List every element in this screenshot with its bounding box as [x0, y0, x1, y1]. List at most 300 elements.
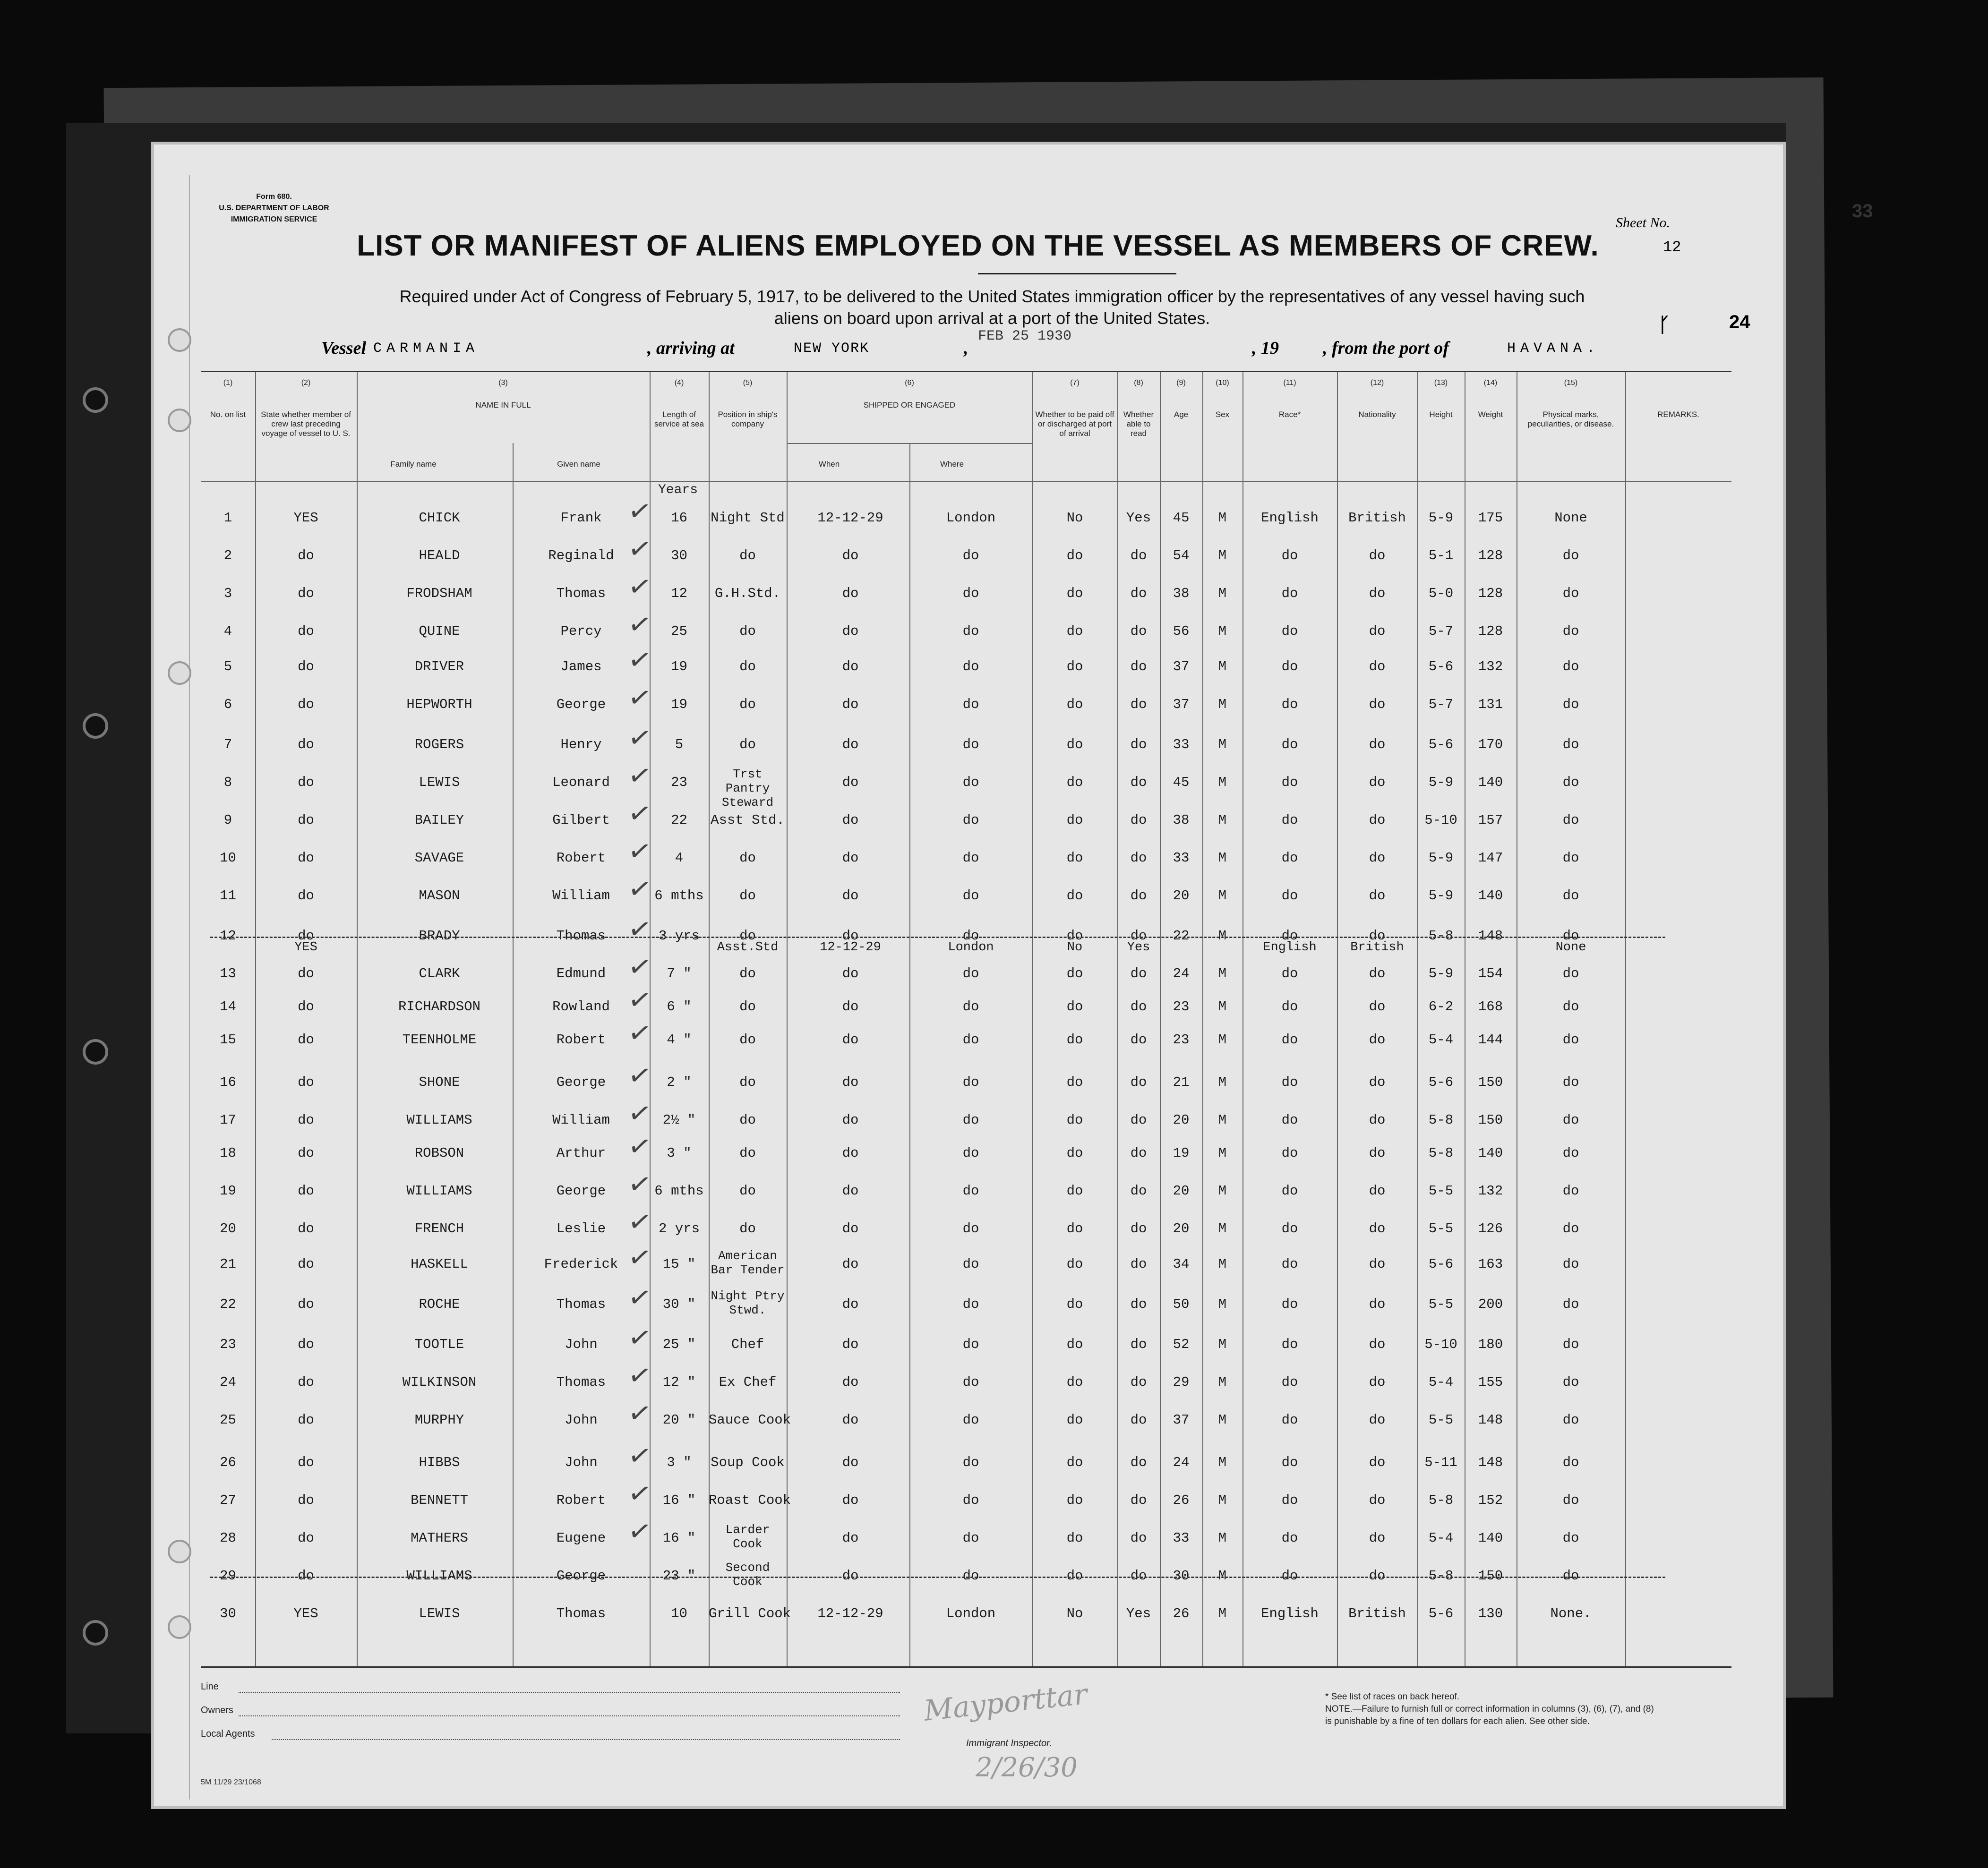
cell-no: 12: [220, 928, 236, 944]
cell-family: HEPWORTH: [406, 697, 472, 712]
cell-weight: 130: [1478, 1606, 1503, 1621]
cell-family: LEWIS: [419, 1606, 460, 1621]
cell-height: 5-9: [1428, 775, 1454, 790]
cell-age: 20: [1173, 1221, 1190, 1237]
cell-race: do: [1281, 1075, 1298, 1090]
cell-prev: YES: [294, 940, 317, 955]
cell-when: do: [842, 888, 859, 904]
cell-paid: do: [1066, 659, 1083, 674]
cell-given: Robert: [556, 850, 606, 866]
cell-family: QUINE: [419, 623, 460, 639]
cell-given: Percy: [560, 623, 602, 639]
cell-position: Roast Cook: [709, 1493, 791, 1508]
cell-marks: do: [1562, 1221, 1579, 1237]
cell-where: do: [962, 1112, 979, 1128]
column-header: Height: [1429, 410, 1453, 419]
cell-position: American Bar Tender: [711, 1249, 785, 1277]
cell-weight: 128: [1478, 623, 1503, 639]
cell-family: BRADY: [419, 928, 460, 944]
cell-position: Chef: [731, 1337, 764, 1352]
cell-height: 6-2: [1428, 999, 1454, 1015]
cell-read: do: [1130, 966, 1147, 981]
cell-where: do: [962, 1455, 979, 1470]
column-header: NAME IN FULL: [475, 401, 531, 409]
cell-family: ROBSON: [414, 1145, 464, 1161]
cell-paid: do: [1066, 1374, 1083, 1390]
cell-height: 5-7: [1428, 623, 1454, 639]
cell-weight: 126: [1478, 1221, 1503, 1237]
subtitle-line: aliens on board upon arrival at a port of the United States.: [774, 308, 1210, 328]
cell-where: do: [962, 623, 979, 639]
cell-height: 5-5: [1428, 1183, 1454, 1199]
cell-where: do: [962, 1075, 979, 1090]
cell-sex: M: [1218, 775, 1227, 790]
cell-when: do: [842, 1297, 859, 1312]
cell-no: 5: [223, 659, 232, 674]
cell-family: DRIVER: [414, 659, 464, 674]
cell-prev: do: [298, 1412, 314, 1428]
cell-age: 33: [1173, 737, 1190, 752]
cell-where: do: [962, 659, 979, 674]
cell-race: do: [1281, 966, 1298, 981]
check-mark: ✓: [626, 569, 654, 605]
cell-service: 6 mths: [654, 888, 704, 904]
cell-prev: do: [298, 850, 314, 866]
cell-given: John: [565, 1455, 598, 1470]
cell-sex: M: [1218, 697, 1227, 712]
table-row: [201, 1482, 1731, 1520]
cell-position: Larder Cook: [725, 1523, 770, 1551]
check-mark: ✓: [626, 795, 654, 831]
cell-family: FRENCH: [414, 1221, 464, 1237]
column-header: Whether to be paid off or discharged at port of arrival: [1035, 410, 1114, 438]
cell-prev: do: [298, 1183, 314, 1199]
cell-age: 22: [1173, 928, 1190, 944]
cell-where: do: [962, 1530, 979, 1546]
cell-when: do: [842, 850, 859, 866]
cell-weight: 140: [1478, 888, 1503, 904]
cell-height: 5-5: [1428, 1297, 1454, 1312]
footer: [201, 1672, 1731, 1795]
cell-prev: do: [298, 966, 314, 981]
cell-race: do: [1281, 928, 1298, 944]
cell-sex: M: [1218, 659, 1227, 674]
table-row: [201, 1286, 1731, 1324]
cell-marks: None: [1554, 510, 1587, 526]
cell-service: 2 ": [667, 1075, 692, 1090]
cell-no: 19: [220, 1183, 236, 1199]
cell-sex: M: [1218, 928, 1227, 944]
cell-when: do: [842, 697, 859, 712]
cell-service: 4: [675, 850, 684, 866]
cell-race: do: [1281, 1112, 1298, 1128]
cell-when: 12-12-29: [817, 1606, 883, 1621]
cell-family: CHICK: [419, 510, 460, 526]
cell-marks: do: [1562, 1337, 1579, 1352]
check-mark: ✓: [626, 1095, 654, 1131]
binder-hole: [83, 713, 108, 739]
cell-read: do: [1130, 999, 1147, 1015]
cell-no: 2: [223, 548, 232, 563]
column-header: Age: [1174, 410, 1189, 419]
sheet-number: 12: [1663, 239, 1681, 256]
cell-marks: do: [1562, 548, 1579, 563]
cell-prev: do: [298, 1075, 314, 1090]
table-row: [201, 1595, 1731, 1633]
cell-no: 23: [220, 1337, 236, 1352]
cell-service: 23 ": [662, 1568, 696, 1584]
cell-height: 5-10: [1424, 1337, 1457, 1352]
vessel-line: [321, 328, 1833, 366]
cell-where: do: [962, 1221, 979, 1237]
table-row: [201, 648, 1731, 686]
cell-weight: 132: [1478, 1183, 1503, 1199]
cell-given: John: [565, 1412, 598, 1428]
cell-age: 26: [1173, 1606, 1190, 1621]
cell-race: do: [1281, 548, 1298, 563]
cell-no: 22: [220, 1297, 236, 1312]
cell-where: do: [962, 1032, 979, 1048]
cell-height: 5-8: [1428, 1112, 1454, 1128]
form-number: [208, 191, 340, 225]
cell-service: 16: [671, 510, 687, 526]
cell-family: BAILEY: [414, 812, 464, 828]
corner-number: 33: [1852, 201, 1873, 222]
cell-read: do: [1130, 1412, 1147, 1428]
cell-when: 12-12-29: [817, 510, 883, 526]
cell-when: do: [842, 659, 859, 674]
table-row: [201, 878, 1731, 915]
cell-family: TEENHOLME: [402, 1032, 477, 1048]
table-row: [201, 1402, 1731, 1440]
cell-given: Rowland: [552, 999, 610, 1015]
cell-prev: do: [298, 737, 314, 752]
inspector-signature: Mayporttar: [922, 1678, 1089, 1728]
signature-date: 2/26/30: [976, 1752, 1078, 1783]
cell-prev: do: [298, 659, 314, 674]
tick-mark: ᚴ: [1658, 315, 1671, 336]
cell-where: do: [962, 1297, 979, 1312]
cell-where: do: [962, 697, 979, 712]
cell-nat: do: [1369, 1493, 1386, 1508]
cell-race: do: [1281, 775, 1298, 790]
cell-family: FRODSHAM: [406, 586, 472, 601]
cell-when: do: [842, 1412, 859, 1428]
cell-read: do: [1130, 1075, 1147, 1090]
cell-race: do: [1281, 1297, 1298, 1312]
cell-age: 20: [1173, 1112, 1190, 1128]
cell-nat: do: [1369, 697, 1386, 712]
cell-age: 34: [1173, 1256, 1190, 1272]
cell-when: do: [842, 737, 859, 752]
cell-paid: do: [1066, 1221, 1083, 1237]
cell-nat: do: [1369, 1221, 1386, 1237]
cell-family: RICHARDSON: [398, 999, 481, 1015]
cell-family: WILKINSON: [402, 1374, 477, 1390]
cell-weight: 150: [1478, 1075, 1503, 1090]
cell-paid: do: [1066, 623, 1083, 639]
page-title: LIST OR MANIFEST OF ALIENS EMPLOYED ON THE VESSEL AS MEMBERS OF CREW.: [357, 230, 1599, 262]
cell-sex: M: [1218, 1568, 1227, 1584]
cell-sex: M: [1218, 1337, 1227, 1352]
cell-given: Leslie: [556, 1221, 606, 1237]
cell-race: do: [1281, 586, 1298, 601]
cell-given: Reginald: [548, 548, 614, 563]
column-header: Nationality: [1358, 410, 1396, 419]
cell-when: do: [842, 999, 859, 1015]
table-row: [201, 537, 1731, 575]
table-row: [201, 1558, 1731, 1595]
cell-marks: do: [1562, 1145, 1579, 1161]
cell-given: Leonard: [552, 775, 610, 790]
table-row: [201, 1135, 1731, 1173]
cell-height: 5-6: [1428, 659, 1454, 674]
cell-where: do: [962, 737, 979, 752]
cell-weight: 128: [1478, 586, 1503, 601]
cell-age: 20: [1173, 1183, 1190, 1199]
cell-prev: do: [298, 1256, 314, 1272]
cell-sex: M: [1218, 737, 1227, 752]
check-mark: ✓: [626, 1438, 654, 1474]
cell-nat: do: [1369, 1256, 1386, 1272]
cell-service: 4 ": [667, 1032, 692, 1048]
cell-service: 10: [671, 1606, 687, 1621]
cell-race: do: [1281, 1455, 1298, 1470]
cell-no: 10: [220, 850, 236, 866]
arriving-label: , arriving at: [647, 338, 735, 358]
cell-sex: M: [1218, 1412, 1227, 1428]
cell-given: Eugene: [556, 1530, 606, 1546]
cell-service: 6 ": [667, 999, 692, 1015]
cell-no: 27: [220, 1493, 236, 1508]
cell-marks: do: [1562, 888, 1579, 904]
cell-given: Robert: [556, 1493, 606, 1508]
form-line: IMMIGRATION SERVICE: [231, 215, 317, 223]
cell-where: do: [962, 548, 979, 563]
cell-race: do: [1281, 1145, 1298, 1161]
cell-marks: do: [1562, 659, 1579, 674]
cell-read: do: [1130, 1256, 1147, 1272]
cell-marks: do: [1562, 623, 1579, 639]
check-mark: ✓: [626, 1128, 654, 1164]
cell-position: do: [739, 548, 756, 563]
cell-position: do: [739, 1145, 756, 1161]
cell-weight: 170: [1478, 737, 1503, 752]
cell-paid: do: [1066, 1112, 1083, 1128]
cell-race: do: [1281, 1337, 1298, 1352]
check-mark: ✓: [626, 871, 654, 907]
cell-weight: 140: [1478, 1530, 1503, 1546]
column-header: REMARKS.: [1657, 410, 1699, 419]
subheader-given: Given name: [557, 460, 600, 469]
cell-race: do: [1281, 737, 1298, 752]
cell-position: do: [739, 966, 756, 981]
cell-family: LEWIS: [419, 775, 460, 790]
cell-height: 5-7: [1428, 697, 1454, 712]
cell-paid: do: [1066, 1455, 1083, 1470]
check-mark: ✓: [626, 1166, 654, 1202]
cell-prev: do: [298, 1455, 314, 1470]
date-stamp: FEB 25 1930: [978, 328, 1072, 344]
cell-read: do: [1130, 1374, 1147, 1390]
cell-paid: do: [1066, 1032, 1083, 1048]
cell-read: do: [1130, 1455, 1147, 1470]
cell-when: do: [842, 812, 859, 828]
cell-position: Grill Cook: [709, 1606, 791, 1621]
agents-label: Local Agents: [201, 1729, 255, 1739]
cell-sex: M: [1218, 548, 1227, 563]
cell-prev: do: [298, 1112, 314, 1128]
cell-when: do: [842, 623, 859, 639]
cell-weight: 148: [1478, 928, 1503, 944]
column-header: Weight: [1478, 410, 1503, 419]
cell-nat: do: [1369, 928, 1386, 944]
cell-where: do: [962, 775, 979, 790]
cell-weight: 140: [1478, 1145, 1503, 1161]
cell-given: James: [560, 659, 602, 674]
cell-family: HEALD: [419, 548, 460, 563]
cell-marks: do: [1562, 966, 1579, 981]
cell-given: Gilbert: [552, 812, 610, 828]
check-mark: ✓: [626, 531, 654, 567]
cell-age: 52: [1173, 1337, 1190, 1352]
dotted-line: [239, 1692, 900, 1693]
cell-where: do: [962, 1412, 979, 1428]
table-row: [201, 1211, 1731, 1248]
cell-service: 7 ": [667, 966, 692, 981]
cell-when: do: [842, 1337, 859, 1352]
cell-marks: do: [1562, 1493, 1579, 1508]
cell-age: 37: [1173, 697, 1190, 712]
cell-family: WILLIAMS: [406, 1568, 472, 1584]
cell-age: 45: [1173, 775, 1190, 790]
cell-position: Trst Pantry Steward: [721, 767, 774, 810]
cell-prev: do: [298, 1530, 314, 1546]
cell-sex: M: [1218, 510, 1227, 526]
cell-family: HASKELL: [411, 1256, 468, 1272]
cell-given: Thomas: [556, 928, 606, 944]
cell-race: do: [1281, 1032, 1298, 1048]
cell-where: do: [962, 850, 979, 866]
cell-nat: do: [1369, 999, 1386, 1015]
column-number: (1): [223, 379, 233, 387]
cell-age: 23: [1173, 1032, 1190, 1048]
cell-marks: do: [1562, 850, 1579, 866]
header-divider: [201, 481, 1731, 482]
cell-position: do: [739, 623, 756, 639]
table-row: [201, 840, 1731, 878]
cell-age: 38: [1173, 812, 1190, 828]
cell-race: do: [1281, 1412, 1298, 1428]
cell-family: WILLIAMS: [406, 1183, 472, 1199]
cell-family: SAVAGE: [414, 850, 464, 866]
table-row: [201, 1173, 1731, 1211]
cell-position: do: [739, 1112, 756, 1128]
cell-when: do: [842, 1530, 859, 1546]
cell-service: 23: [671, 775, 687, 790]
sheet-label: Sheet No.: [1616, 215, 1670, 230]
cell-no: 15: [220, 1032, 236, 1048]
cell-position: Night Ptry Stwd.: [711, 1289, 785, 1317]
cell-service: 15 ": [662, 1256, 696, 1272]
cell-nat: do: [1369, 659, 1386, 674]
cell-prev: do: [298, 1032, 314, 1048]
cell-nat: do: [1369, 1568, 1386, 1584]
cell-when: do: [842, 1221, 859, 1237]
cell-marks: do: [1562, 586, 1579, 601]
cell-weight: 132: [1478, 659, 1503, 674]
inspector-label: Immigrant Inspector.: [966, 1738, 1052, 1749]
cell-prev: do: [298, 888, 314, 904]
cell-height: 5-4: [1428, 1374, 1454, 1390]
cell-family: SHONE: [419, 1075, 460, 1090]
cell-position: do: [739, 697, 756, 712]
cell-where: do: [962, 1183, 979, 1199]
binder-hole: [168, 661, 191, 685]
table-row: [201, 1326, 1731, 1364]
cell-no: 28: [220, 1530, 236, 1546]
cell-height: 5-8: [1428, 928, 1454, 944]
table-row: [201, 575, 1731, 613]
subheader-where: Where: [940, 460, 964, 469]
cell-weight: 152: [1478, 1493, 1503, 1508]
column-number: (15): [1564, 379, 1578, 387]
column-number: (7): [1070, 379, 1080, 387]
cell-paid: do: [1066, 928, 1083, 944]
cell-age: 29: [1173, 1374, 1190, 1390]
column-header: SHIPPED OR ENGAGED: [863, 401, 956, 409]
cell-marks: do: [1562, 697, 1579, 712]
cell-height: 5-1: [1428, 548, 1454, 563]
check-mark: ✓: [626, 1357, 654, 1393]
cell-weight: 147: [1478, 850, 1503, 866]
cell-paid: do: [1066, 812, 1083, 828]
cell-marks: None: [1555, 940, 1586, 955]
table-row: [201, 1064, 1731, 1102]
cell-family: MATHERS: [411, 1530, 468, 1546]
cell-read: do: [1130, 1112, 1147, 1128]
cell-where: do: [962, 586, 979, 601]
cell-race: do: [1281, 888, 1298, 904]
cell-marks: do: [1562, 1455, 1579, 1470]
cell-read: do: [1130, 586, 1147, 601]
column-number: (11): [1283, 379, 1296, 387]
footer-note: [1325, 1691, 1703, 1728]
cell-race: English: [1261, 510, 1319, 526]
cell-sex: M: [1218, 1032, 1227, 1048]
cell-no: 13: [220, 966, 236, 981]
table-row: [201, 613, 1731, 651]
cell-where: London: [948, 940, 994, 955]
cell-marks: do: [1562, 1297, 1579, 1312]
cell-paid: do: [1066, 1337, 1083, 1352]
table-row: [201, 1364, 1731, 1402]
cell-race: do: [1281, 1221, 1298, 1237]
cell-nat: do: [1369, 1183, 1386, 1199]
cell-family: TOOTLE: [414, 1337, 464, 1352]
cell-nat: do: [1369, 737, 1386, 752]
years-label: Years: [658, 483, 698, 497]
cell-age: 37: [1173, 659, 1190, 674]
cell-service: 16 ": [662, 1530, 696, 1546]
cell-family: MASON: [419, 888, 460, 904]
cell-no: 1: [223, 510, 232, 526]
cell-nat: do: [1369, 1337, 1386, 1352]
cell-given: Robert: [556, 1032, 606, 1048]
cell-marks: None.: [1550, 1606, 1592, 1621]
year-label: , 19: [1252, 338, 1279, 358]
cell-read: do: [1130, 623, 1147, 639]
